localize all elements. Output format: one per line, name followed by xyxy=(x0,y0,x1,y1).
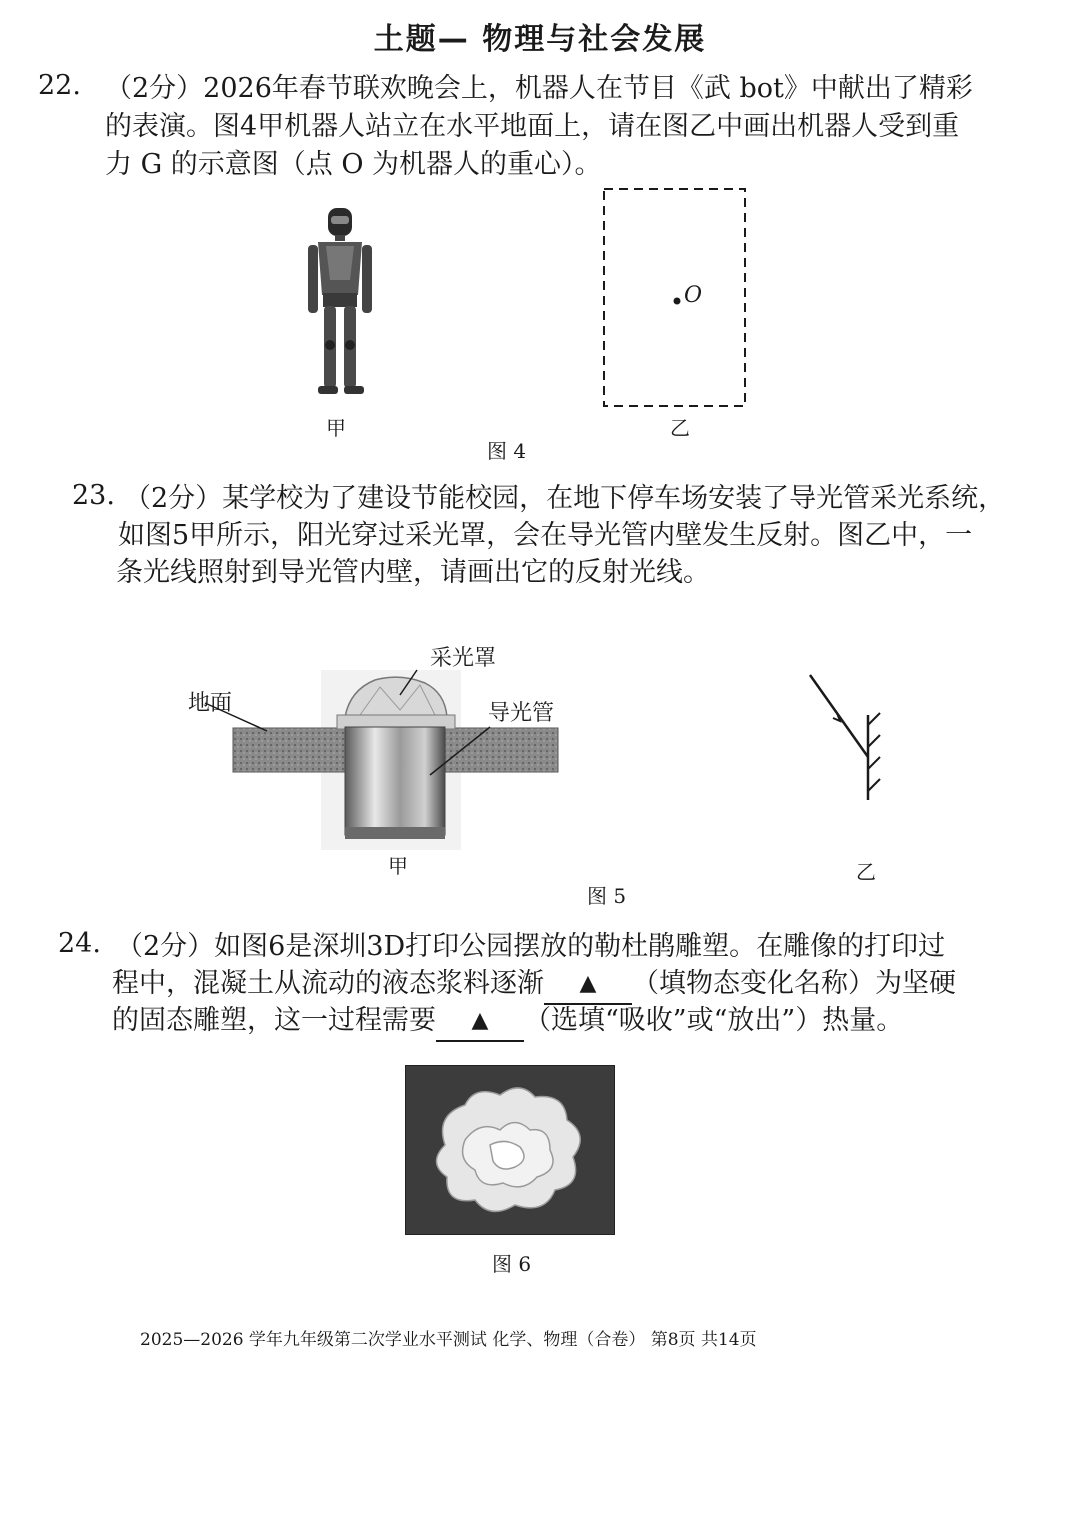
page-footer: 2025—2026 学年九年级第二次学业水平测试 化学、物理（合卷） 第8页 共14页 xyxy=(140,1330,757,1350)
section-title: 土题— 物理与社会发展 xyxy=(373,22,707,57)
q24-line-3-end: （选填“吸收”或“放出”）热量。 xyxy=(524,1005,904,1036)
q23-number: 23. xyxy=(72,480,115,511)
fig5-caption-a: 甲 xyxy=(388,854,408,878)
figure-6-label: 图 6 xyxy=(492,1252,532,1276)
robot-figure xyxy=(290,200,390,405)
sculpture-photo xyxy=(405,1065,615,1235)
q22-line-3: 力 G 的示意图（点 O 为机器人的重心）。 xyxy=(105,149,602,180)
fig4-caption-b: 乙 xyxy=(670,416,690,440)
ground-label: 地面 xyxy=(188,691,233,716)
q24-line-2-start: 程中，混凝土从流动的液态浆料逐渐 xyxy=(112,968,544,999)
answer-blank-2[interactable] xyxy=(436,1000,524,1042)
tube-label: 导光管 xyxy=(488,701,555,726)
q24-line-1: （2分）如图6是深圳3D打印公园摆放的勒杜鹃雕塑。在雕像的打印过 xyxy=(116,931,946,962)
q24-line-2 xyxy=(112,965,956,1007)
point-o-label: O xyxy=(684,283,703,308)
figure-4-label: 图 4 xyxy=(487,439,527,463)
q22-line-1: （2分）2026年春节联欢晚会上，机器人在节目《武 bot》中献出了精彩 xyxy=(105,73,973,104)
q24-line-3 xyxy=(112,1002,903,1044)
light-ray-diagram xyxy=(800,665,900,810)
answer-blank-1[interactable] xyxy=(544,963,632,1005)
q23-line-3: 条光线照射到导光管内壁，请画出它的反射光线。 xyxy=(116,557,710,588)
blank-mark-1: ▲ xyxy=(579,971,597,996)
fig5-caption-b: 乙 xyxy=(856,860,876,884)
figure-5-label: 图 5 xyxy=(587,884,627,908)
gravity-drawing-box xyxy=(600,185,750,410)
q23-line-2: 如图5甲所示，阳光穿过采光罩，会在导光管内壁发生反射。图乙中，一 xyxy=(118,520,973,551)
fig4-caption-a: 甲 xyxy=(326,416,346,440)
q22-number: 22. xyxy=(38,70,81,101)
q24-line-3-start: 的固态雕塑，这一过程需要 xyxy=(112,1005,436,1036)
q23-line-1: （2分）某学校为了建设节能校园，在地下停车场安装了导光管采光系统， xyxy=(124,483,1006,514)
blank-mark-2: ▲ xyxy=(471,1008,489,1033)
cover-label: 采光罩 xyxy=(430,646,497,671)
q24-number: 24. xyxy=(58,928,101,959)
q24-line-2-end: （填物态变化名称）为坚硬 xyxy=(632,968,956,999)
center-of-gravity-point xyxy=(674,298,681,305)
q22-line-2: 的表演。图4甲机器人站立在水平地面上，请在图乙中画出机器人受到重 xyxy=(105,111,960,142)
light-tube-diagram xyxy=(185,665,565,850)
